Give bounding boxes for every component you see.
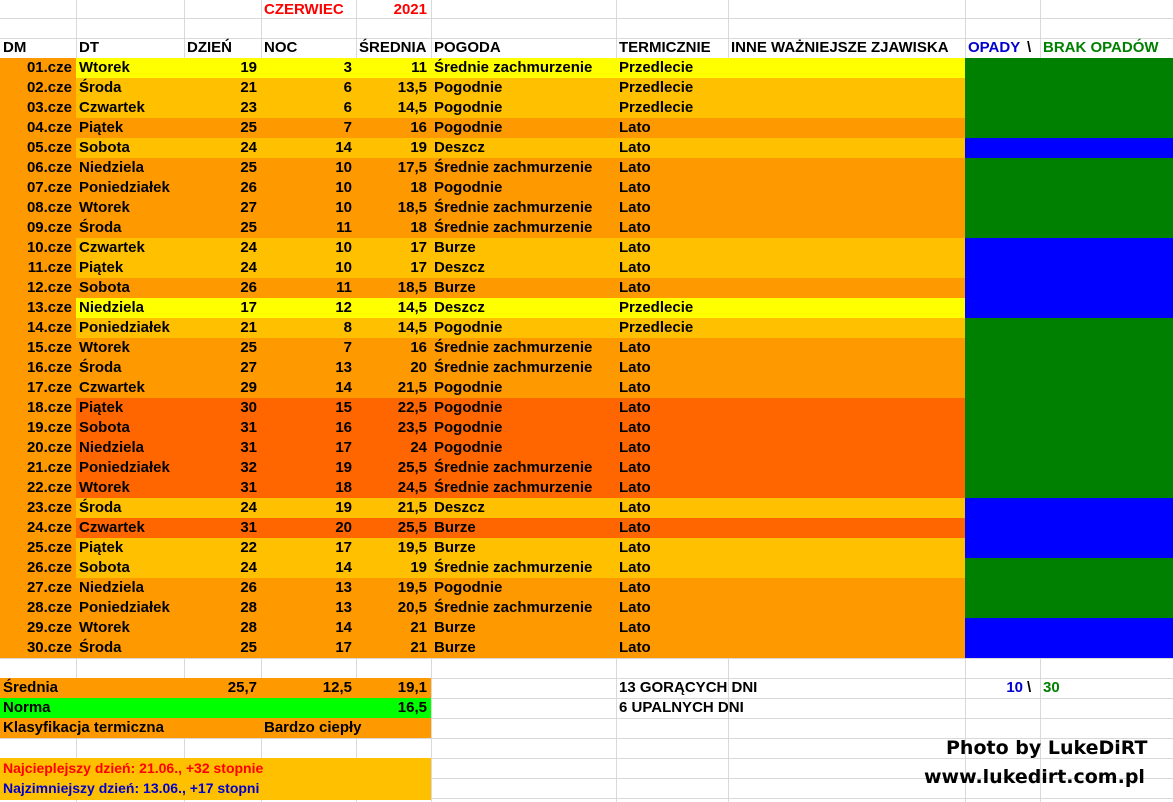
weekday-cell[interactable]: Niedziela [79,299,145,316]
table-row [0,218,1173,238]
thermal-cell[interactable]: Lato [619,139,651,156]
night-temp-cell[interactable]: 15 [335,399,352,416]
thermal-cell[interactable]: Lato [619,379,651,396]
weather-cell[interactable]: Średnie zachmurzenie [434,479,593,496]
day-temp-cell[interactable]: 24 [240,259,257,276]
date-cell[interactable]: 08.cze [26,199,72,216]
day-temp-cell[interactable]: 24 [240,499,257,516]
weekday-cell[interactable]: Sobota [79,419,130,436]
weekday-cell[interactable]: Środa [79,639,122,656]
date-cell[interactable]: 27.cze [26,579,72,596]
date-cell[interactable]: 14.cze [26,319,72,336]
weather-cell[interactable]: Pogodnie [434,319,503,336]
avg-temp-cell[interactable]: 18,5 [397,199,427,216]
date-cell[interactable]: 26.cze [26,559,72,576]
night-temp-cell[interactable]: 7 [343,339,352,356]
weather-cell[interactable]: Burze [434,519,476,536]
day-temp-cell[interactable]: 28 [240,599,257,616]
day-temp-cell[interactable]: 24 [240,559,257,576]
weekday-cell[interactable]: Piątek [79,539,124,556]
night-temp-cell[interactable]: 12 [335,299,352,316]
night-temp-cell[interactable]: 3 [343,59,352,76]
weather-cell[interactable]: Średnie zachmurzenie [434,339,593,356]
day-temp-cell[interactable]: 31 [240,439,257,456]
table-row [0,438,1173,458]
day-temp-cell[interactable]: 25 [240,219,257,236]
summary-avg-day[interactable]: 25,7 [227,679,257,696]
night-temp-cell[interactable]: 13 [335,599,352,616]
weekday-cell[interactable]: Niedziela [79,439,145,456]
day-temp-cell[interactable]: 17 [240,299,257,316]
thermal-cell[interactable]: Przedlecie [619,299,694,316]
summary-avg-mean[interactable]: 19,1 [397,679,427,696]
summary-avg-label[interactable]: Średnia [3,679,59,696]
date-cell[interactable]: 10.cze [26,239,72,256]
photo-credit: Photo by LukeDiRT [946,737,1148,759]
date-cell[interactable]: 17.cze [26,379,72,396]
weekday-cell[interactable]: Środa [79,499,122,516]
thermal-cell[interactable]: Lato [619,279,651,296]
day-temp-cell[interactable]: 29 [240,379,257,396]
avg-temp-cell[interactable]: 20 [410,359,427,376]
night-temp-cell[interactable]: 7 [343,119,352,136]
header-noc[interactable]: NOC [264,39,298,56]
month-title[interactable]: CZERWIEC [264,1,344,18]
date-cell[interactable]: 29.cze [26,619,72,636]
day-temp-cell[interactable]: 25 [240,119,257,136]
table-row [0,58,1173,78]
thermal-cell[interactable]: Lato [619,619,651,636]
date-cell[interactable]: 07.cze [26,179,72,196]
avg-temp-cell[interactable]: 17 [410,239,427,256]
warmest-day[interactable]: Najcieplejszy dzień: 21.06., +32 stopnie [3,760,264,776]
table-row [0,398,1173,418]
date-cell[interactable]: 24.cze [26,519,72,536]
thermal-cell[interactable]: Lato [619,539,651,556]
weekday-cell[interactable]: Poniedziałek [79,319,170,336]
weather-cell[interactable]: Pogodnie [434,99,503,116]
header-separator: \ [1027,39,1032,56]
table-row [0,278,1173,298]
thermal-cell[interactable]: Lato [619,459,651,476]
weather-cell[interactable]: Pogodnie [434,379,503,396]
weekday-cell[interactable]: Piątek [79,259,124,276]
date-cell[interactable]: 23.cze [26,499,72,516]
weather-cell[interactable]: Deszcz [434,139,485,156]
night-temp-cell[interactable]: 14 [335,379,352,396]
weekday-cell[interactable]: Niedziela [79,579,145,596]
thermal-cell[interactable]: Lato [619,199,651,216]
weather-cell[interactable]: Pogodnie [434,439,503,456]
night-temp-cell[interactable]: 14 [335,559,352,576]
thermal-cell[interactable]: Lato [619,559,651,576]
day-temp-cell[interactable]: 27 [240,199,257,216]
day-temp-cell[interactable]: 30 [240,399,257,416]
date-cell[interactable]: 30.cze [26,639,72,656]
date-cell[interactable]: 20.cze [26,439,72,456]
table-row [0,98,1173,118]
weekday-cell[interactable]: Wtorek [79,59,130,76]
night-temp-cell[interactable]: 16 [335,419,352,436]
day-temp-cell[interactable]: 28 [240,619,257,636]
table-row [0,458,1173,478]
weekday-cell[interactable]: Środa [79,359,122,376]
weekday-cell[interactable]: Środa [79,79,122,96]
table-row [0,298,1173,318]
weather-cell[interactable]: Pogodnie [434,119,503,136]
night-temp-cell[interactable]: 17 [335,539,352,556]
date-cell[interactable]: 25.cze [26,539,72,556]
weather-cell[interactable]: Pogodnie [434,419,503,436]
date-cell[interactable]: 05.cze [26,139,72,156]
date-cell[interactable]: 04.cze [26,119,72,136]
header-opady[interactable]: OPADY [968,39,1021,56]
table-row [0,618,1173,638]
avg-temp-cell[interactable]: 24 [410,439,427,456]
avg-temp-cell[interactable]: 21,5 [397,499,427,516]
table-row [0,558,1173,578]
date-cell[interactable]: 18.cze [26,399,72,416]
header-inne[interactable]: INNE WAŻNIEJSZE ZJAWISKA [731,39,949,56]
weather-cell[interactable]: Średnie zachmurzenie [434,219,593,236]
weather-cell[interactable]: Średnie zachmurzenie [434,159,593,176]
avg-temp-cell[interactable]: 19,5 [397,539,427,556]
date-cell[interactable]: 09.cze [26,219,72,236]
night-temp-cell[interactable]: 14 [335,139,352,156]
summary-precip-days[interactable]: 10 [1006,679,1023,696]
date-cell[interactable]: 22.cze [26,479,72,496]
date-cell[interactable]: 02.cze [26,79,72,96]
summary-avg-night[interactable]: 12,5 [322,679,352,696]
summary-hot-days[interactable]: 13 GORĄCYCH DNI [619,679,758,696]
table-row [0,498,1173,518]
thermal-cell[interactable]: Przedlecie [619,59,694,76]
table-row [0,118,1173,138]
day-temp-cell[interactable]: 31 [240,419,257,436]
date-cell[interactable]: 06.cze [26,159,72,176]
weather-cell[interactable]: Burze [434,539,476,556]
norm-value[interactable]: 16,5 [397,699,427,716]
avg-temp-cell[interactable]: 22,5 [397,399,427,416]
avg-temp-cell[interactable]: 14,5 [397,319,427,336]
weather-cell[interactable]: Średnie zachmurzenie [434,559,593,576]
thermal-cell[interactable]: Lato [619,359,651,376]
table-row [0,338,1173,358]
weekday-cell[interactable]: Piątek [79,399,124,416]
day-temp-cell[interactable]: 26 [240,579,257,596]
avg-temp-cell[interactable]: 14,5 [397,99,427,116]
weekday-cell[interactable]: Czwartek [79,379,145,396]
thermal-cell[interactable]: Przedlecie [619,79,694,96]
table-row [0,478,1173,498]
grid-row-line [0,18,1173,19]
date-cell[interactable]: 16.cze [26,359,72,376]
thermal-cell[interactable]: Lato [619,579,651,596]
date-cell[interactable]: 19.cze [26,419,72,436]
weekday-cell[interactable]: Środa [79,219,122,236]
table-row [0,598,1173,618]
avg-temp-cell[interactable]: 25,5 [397,519,427,536]
date-cell[interactable]: 15.cze [26,339,72,356]
classification-label[interactable]: Klasyfikacja termiczna [3,719,164,736]
day-temp-cell[interactable]: 24 [240,139,257,156]
weather-cell[interactable]: Pogodnie [434,79,503,96]
header-dt[interactable]: DT [79,39,99,56]
weather-cell[interactable]: Burze [434,279,476,296]
day-temp-cell[interactable]: 25 [240,639,257,656]
avg-temp-cell[interactable]: 24,5 [397,479,427,496]
day-temp-cell[interactable]: 21 [240,319,257,336]
day-temp-cell[interactable]: 31 [240,519,257,536]
avg-temp-cell[interactable]: 23,5 [397,419,427,436]
weekday-cell[interactable]: Czwartek [79,519,145,536]
thermal-cell[interactable]: Lato [619,479,651,496]
thermal-cell[interactable]: Lato [619,159,651,176]
avg-temp-cell[interactable]: 17,5 [397,159,427,176]
night-temp-cell[interactable]: 13 [335,579,352,596]
header-pogoda[interactable]: POGODA [434,39,501,56]
date-cell[interactable]: 13.cze [26,299,72,316]
night-temp-cell[interactable]: 10 [335,239,352,256]
weather-cell[interactable]: Burze [434,639,476,656]
avg-temp-cell[interactable]: 11 [411,59,427,76]
weather-cell[interactable]: Deszcz [434,499,485,516]
date-cell[interactable]: 01.cze [26,59,72,76]
weather-cell[interactable]: Średnie zachmurzenie [434,599,593,616]
avg-temp-cell[interactable]: 18,5 [397,279,427,296]
weekday-cell[interactable]: Sobota [79,559,130,576]
table-row [0,78,1173,98]
avg-temp-cell[interactable]: 20,5 [397,599,427,616]
weather-cell[interactable]: Pogodnie [434,579,503,596]
thermal-cell[interactable]: Lato [619,519,651,536]
avg-temp-cell[interactable]: 19 [410,139,427,156]
date-cell[interactable]: 28.cze [26,599,72,616]
weather-cell[interactable]: Deszcz [434,299,485,316]
table-row [0,578,1173,598]
header-dzien[interactable]: DZIEŃ [187,39,232,56]
table-row [0,318,1173,338]
day-temp-cell[interactable]: 23 [240,99,257,116]
thermal-cell[interactable]: Lato [619,399,651,416]
thermal-cell[interactable]: Lato [619,599,651,616]
night-temp-cell[interactable]: 10 [335,159,352,176]
night-temp-cell[interactable]: 20 [335,519,352,536]
night-temp-cell[interactable]: 13 [335,359,352,376]
weekday-cell[interactable]: Wtorek [79,619,130,636]
day-temp-cell[interactable]: 26 [240,179,257,196]
avg-temp-cell[interactable]: 13,5 [397,79,427,96]
thermal-cell[interactable]: Przedlecie [619,319,694,336]
year-title[interactable]: 2021 [393,1,427,18]
summary-very-hot-days[interactable]: 6 UPALNYCH DNI [619,699,744,716]
weather-cell[interactable]: Średnie zachmurzenie [434,199,593,216]
weather-cell[interactable]: Deszcz [434,259,485,276]
avg-temp-cell[interactable]: 17 [410,259,427,276]
weather-cell[interactable]: Pogodnie [434,399,503,416]
thermal-cell[interactable]: Lato [619,499,651,516]
table-row [0,178,1173,198]
table-row [0,258,1173,278]
coldest-day[interactable]: Najzimniejszy dzień: 13.06., +17 stopni [3,780,260,796]
summary-dry-days[interactable]: 30 [1043,679,1060,696]
weather-cell[interactable]: Średnie zachmurzenie [434,359,593,376]
weekday-cell[interactable]: Wtorek [79,479,130,496]
avg-temp-cell[interactable]: 14,5 [397,299,427,316]
night-temp-cell[interactable]: 8 [343,319,352,336]
date-cell[interactable]: 21.cze [26,459,72,476]
thermal-cell[interactable]: Lato [619,179,651,196]
table-row [0,378,1173,398]
header-srednia[interactable]: ŚREDNIA [359,39,427,56]
table-row [0,138,1173,158]
avg-temp-cell[interactable]: 19,5 [397,579,427,596]
night-temp-cell[interactable]: 6 [343,99,352,116]
day-temp-cell[interactable]: 22 [240,539,257,556]
weekday-cell[interactable]: Czwartek [79,99,145,116]
thermal-cell[interactable]: Lato [619,439,651,456]
avg-temp-cell[interactable]: 25,5 [397,459,427,476]
table-row [0,418,1173,438]
header-brak-opadow[interactable]: BRAK OPADÓW [1043,39,1159,56]
avg-temp-cell[interactable]: 18 [410,179,427,196]
night-temp-cell[interactable]: 6 [343,79,352,96]
night-temp-cell[interactable]: 10 [335,199,352,216]
day-temp-cell[interactable]: 25 [240,159,257,176]
date-cell[interactable]: 12.cze [26,279,72,296]
weekday-cell[interactable]: Sobota [79,279,130,296]
table-row [0,638,1173,658]
date-cell[interactable]: 11.cze [27,259,72,276]
weekday-cell[interactable]: Wtorek [79,339,130,356]
norm-label[interactable]: Norma [3,699,51,716]
night-temp-cell[interactable]: 10 [335,179,352,196]
thermal-cell[interactable]: Lato [619,219,651,236]
night-temp-cell[interactable]: 19 [335,459,352,476]
date-cell[interactable]: 03.cze [26,99,72,116]
night-temp-cell[interactable]: 18 [335,479,352,496]
day-temp-cell[interactable]: 19 [240,59,257,76]
weekday-cell[interactable]: Poniedziałek [79,179,170,196]
night-temp-cell[interactable]: 11 [336,219,352,236]
weekday-cell[interactable]: Poniedziałek [79,459,170,476]
weekday-cell[interactable]: Piątek [79,119,124,136]
table-row [0,158,1173,178]
table-row [0,518,1173,538]
grid-row-line [0,658,1173,659]
night-temp-cell[interactable]: 17 [335,439,352,456]
day-temp-cell[interactable]: 31 [240,479,257,496]
avg-temp-cell[interactable]: 19 [410,559,427,576]
avg-temp-cell[interactable]: 21,5 [397,379,427,396]
night-temp-cell[interactable]: 10 [335,259,352,276]
avg-temp-cell[interactable]: 16 [410,119,427,136]
day-temp-cell[interactable]: 27 [240,359,257,376]
weather-cell[interactable]: Średnie zachmurzenie [434,59,593,76]
weekday-cell[interactable]: Czwartek [79,239,145,256]
weather-cell[interactable]: Burze [434,619,476,636]
weekday-cell[interactable]: Poniedziałek [79,599,170,616]
thermal-cell[interactable]: Lato [619,419,651,436]
thermal-cell[interactable]: Lato [619,339,651,356]
weather-cell[interactable]: Burze [434,239,476,256]
day-temp-cell[interactable]: 26 [240,279,257,296]
summary-separator: \ [1027,679,1032,696]
thermal-cell[interactable]: Lato [619,239,651,256]
thermal-cell[interactable]: Lato [619,119,651,136]
weekday-cell[interactable]: Sobota [79,139,130,156]
table-row [0,358,1173,378]
day-temp-cell[interactable]: 21 [240,79,257,96]
weather-cell[interactable]: Średnie zachmurzenie [434,459,593,476]
thermal-cell[interactable]: Lato [619,259,651,276]
header-dm[interactable]: DM [3,39,27,56]
header-termiczne[interactable]: TERMICZNIE [619,39,711,56]
table-row [0,538,1173,558]
avg-temp-cell[interactable]: 21 [410,619,427,636]
night-temp-cell[interactable]: 14 [335,619,352,636]
avg-temp-cell[interactable]: 21 [410,639,427,656]
night-temp-cell[interactable]: 11 [336,279,352,296]
table-row [0,198,1173,218]
night-temp-cell[interactable]: 17 [335,639,352,656]
weather-cell[interactable]: Pogodnie [434,179,503,196]
thermal-cell[interactable]: Przedlecie [619,99,694,116]
avg-temp-cell[interactable]: 18 [410,219,427,236]
weekday-cell[interactable]: Wtorek [79,199,130,216]
table-row [0,238,1173,258]
avg-temp-cell[interactable]: 16 [410,339,427,356]
classification-value[interactable]: Bardzo ciepły [264,719,362,736]
day-temp-cell[interactable]: 25 [240,339,257,356]
night-temp-cell[interactable]: 19 [335,499,352,516]
day-temp-cell[interactable]: 32 [240,459,257,476]
day-temp-cell[interactable]: 24 [240,239,257,256]
thermal-cell[interactable]: Lato [619,639,651,656]
weekday-cell[interactable]: Niedziela [79,159,145,176]
website-credit: www.lukedirt.com.pl [924,766,1145,788]
